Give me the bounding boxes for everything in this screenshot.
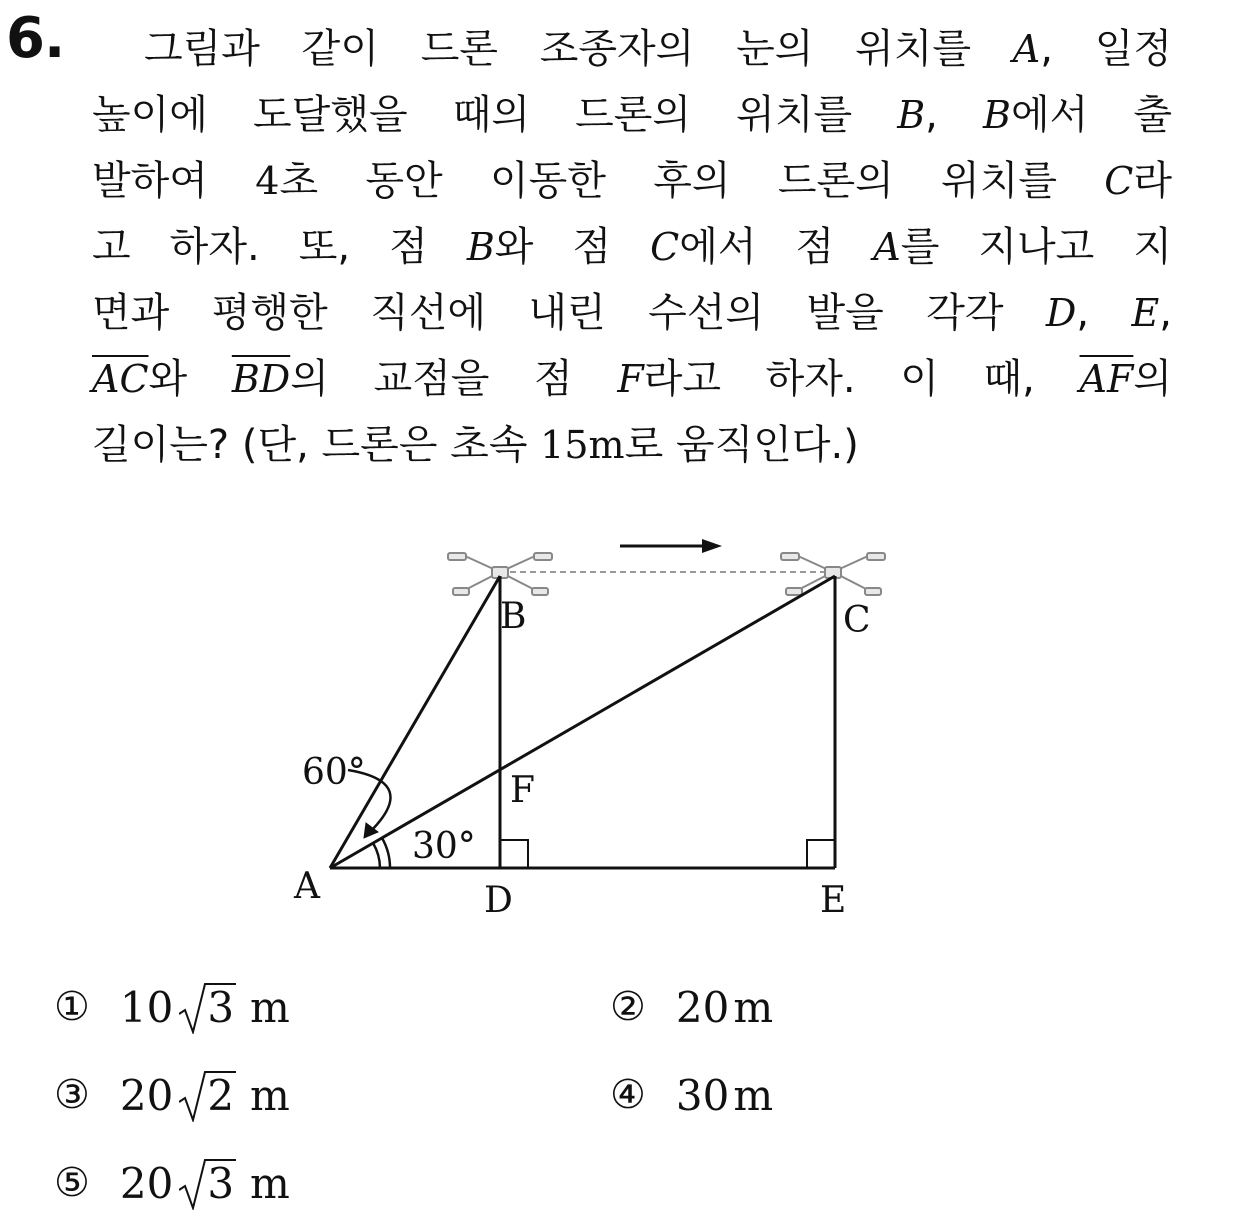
math-point: B bbox=[466, 225, 495, 269]
math-number: 15 bbox=[540, 423, 589, 467]
right-angle-e bbox=[807, 840, 835, 868]
movement-arrow-icon bbox=[620, 539, 722, 553]
choice-5-mark: ⑤ bbox=[54, 1160, 90, 1206]
choice-5-sqrt bbox=[179, 1154, 236, 1214]
choice-1-coef: 10 bbox=[119, 983, 174, 1032]
question-text-run: 에서 점 bbox=[679, 224, 874, 270]
choice-2-unit: m bbox=[733, 983, 774, 1032]
choice-3-mark: ③ bbox=[54, 1072, 90, 1118]
math-point: A bbox=[1012, 27, 1041, 71]
choice-3-unit: m bbox=[250, 1071, 290, 1120]
sqrt-icon bbox=[179, 1070, 207, 1122]
question-text-run: , bbox=[1076, 290, 1132, 336]
question-line bbox=[92, 16, 1172, 82]
math-point: C bbox=[650, 225, 680, 269]
label-d: D bbox=[484, 880, 513, 921]
question-text-run: , bbox=[925, 92, 983, 138]
choice-2-mark: ② bbox=[610, 984, 646, 1030]
math-segment: $\overline{BD}$ bbox=[231, 357, 291, 401]
label-e: E bbox=[820, 880, 847, 921]
sqrt-icon bbox=[179, 982, 207, 1034]
right-angle-d bbox=[500, 840, 528, 868]
drone-figure bbox=[270, 520, 910, 940]
question-text-run: 고 하자. 또, 점 bbox=[92, 224, 467, 270]
question-text-run: 를 지나고 지 bbox=[900, 224, 1172, 270]
math-point: D bbox=[1045, 291, 1077, 335]
math-unit: m bbox=[588, 423, 625, 467]
question-line bbox=[92, 214, 1172, 280]
segment-ab bbox=[330, 576, 500, 868]
choice-5[interactable] bbox=[54, 1154, 290, 1214]
question-text-run: 그림과 같이 드론 조종자의 눈의 위치를 bbox=[144, 26, 1013, 72]
choice-5-unit: m bbox=[250, 1159, 290, 1208]
choice-3-sqrt bbox=[179, 1066, 236, 1126]
question-text-run: , bbox=[1159, 290, 1172, 336]
question-text-run: 의 bbox=[1133, 356, 1172, 402]
sqrt-icon bbox=[179, 1158, 207, 1210]
math-point: B bbox=[983, 93, 1011, 137]
question-text-run: 길이는? (단, 드론은 초속 bbox=[92, 422, 541, 468]
choice-4-coef: 30 bbox=[675, 1071, 730, 1120]
question-text-run: 발하여 bbox=[92, 158, 256, 204]
choice-2-coef: 20 bbox=[675, 983, 730, 1032]
question-text-run: 면과 평행한 직선에 내린 수선의 발을 각각 bbox=[92, 290, 1046, 336]
choice-5-radicand: 3 bbox=[207, 1159, 235, 1208]
label-angle-30: 30° bbox=[412, 826, 476, 867]
math-point: C bbox=[1104, 159, 1134, 203]
question-line bbox=[92, 148, 1172, 214]
question-text-run: 높이에 도달했을 때의 드론의 위치를 bbox=[92, 92, 898, 138]
math-point: A bbox=[873, 225, 901, 269]
question-text-run: 라고 하자. 이 때, bbox=[643, 356, 1080, 402]
question-line bbox=[92, 82, 1172, 148]
question-text-run: 초 동안 이동한 후의 드론의 위치를 bbox=[279, 158, 1105, 204]
question-line bbox=[92, 412, 1172, 478]
math-point: F bbox=[617, 357, 644, 401]
math-segment: $\overline{AF}$ bbox=[1079, 357, 1134, 401]
label-a: A bbox=[294, 866, 320, 907]
angle-30-arc bbox=[382, 838, 390, 868]
math-point: E bbox=[1131, 291, 1160, 335]
choice-1-unit: m bbox=[250, 983, 290, 1032]
choice-1-radicand: 3 bbox=[207, 983, 235, 1032]
choice-2[interactable] bbox=[610, 978, 773, 1038]
question-text-run: 에서 출 bbox=[1010, 92, 1172, 138]
math-segment: $\overline{AC}$ bbox=[92, 357, 149, 401]
choice-4[interactable] bbox=[610, 1066, 773, 1126]
label-angle-60: 60° bbox=[302, 752, 366, 793]
question-line bbox=[92, 346, 1172, 412]
question-text bbox=[92, 16, 1172, 478]
label-c: C bbox=[843, 600, 871, 641]
choice-3-coef: 20 bbox=[119, 1071, 174, 1120]
figure-svg bbox=[270, 520, 910, 940]
label-b: B bbox=[500, 596, 527, 637]
segment-ac bbox=[330, 576, 835, 868]
choice-3-radicand: 2 bbox=[207, 1071, 235, 1120]
label-f: F bbox=[510, 770, 535, 811]
question-text-run: 라 bbox=[1133, 158, 1173, 204]
choice-1-mark: ① bbox=[54, 984, 90, 1030]
question-line bbox=[92, 280, 1172, 346]
choice-1[interactable] bbox=[54, 978, 290, 1038]
question-number: 6. bbox=[6, 6, 65, 71]
choice-4-mark: ④ bbox=[610, 1072, 646, 1118]
answer-choices bbox=[54, 968, 1154, 1218]
choice-1-sqrt bbox=[179, 978, 236, 1038]
question-text-run: 로 움직인다.) bbox=[624, 422, 859, 468]
choice-3[interactable] bbox=[54, 1066, 290, 1126]
question-text-run: 와 bbox=[148, 356, 232, 402]
choice-4-unit: m bbox=[733, 1071, 774, 1120]
math-point: B bbox=[897, 93, 926, 137]
choice-5-coef: 20 bbox=[119, 1159, 174, 1208]
question-text-run: 의 교점을 점 bbox=[290, 356, 618, 402]
drone-c-icon bbox=[781, 553, 885, 595]
math-number: 4 bbox=[255, 159, 280, 203]
question-text-run: , 일정 bbox=[1040, 26, 1173, 72]
angle-30-arc-inner bbox=[373, 843, 380, 868]
question-text-run: 와 점 bbox=[494, 224, 651, 270]
